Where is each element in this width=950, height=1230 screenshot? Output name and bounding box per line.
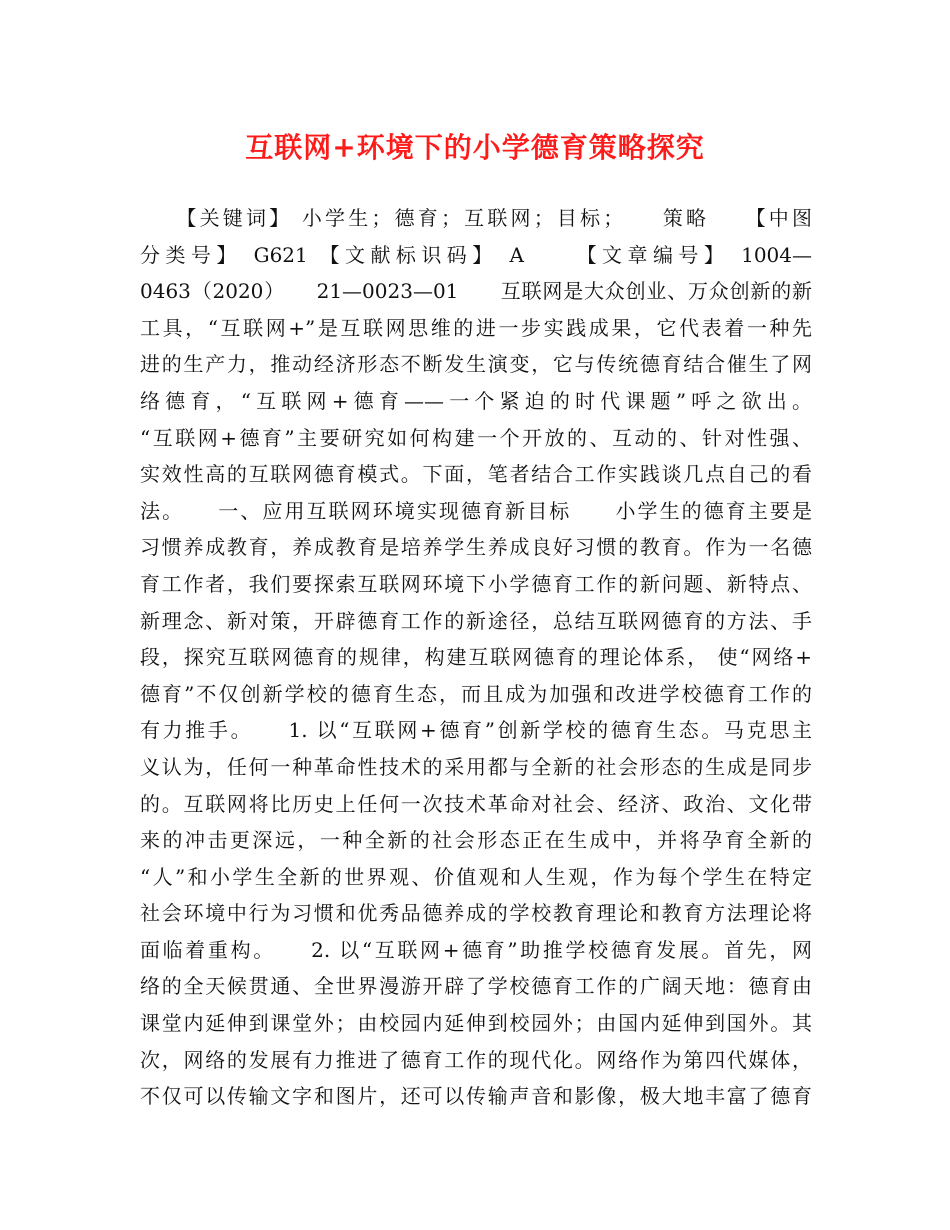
body-line: 育工作者，我们要探索互联网环境下小学德育工作的新问题、新特点、	[140, 571, 812, 596]
body-line: 0463（2020） 21—0023—01 互联网是大众创业、万众创新的新	[140, 279, 812, 304]
body-line: 课堂内延伸到课堂外；由校园内延伸到校园外；由国内延伸到国外。其	[140, 1011, 812, 1036]
body-line: 分类号】 G621 【文献标识码】 A 【文章编号】 1004—	[140, 242, 812, 267]
document-title: 互联网+环境下的小学德育策略探究	[245, 131, 705, 164]
document-body	[140, 200, 812, 1115]
body-line: 社会环境中行为习惯和优秀品德养成的学校教育理论和教育方法理论将	[140, 901, 812, 926]
body-line: 不仅可以传输文字和图片，还可以传输声音和影像，极大地丰富了德育	[140, 1084, 812, 1109]
body-line: 工具，“互联网+”是互联网思维的进一步实践成果，它代表着一种先	[140, 315, 812, 340]
body-line: “人”和小学生全新的世界观、价值观和人生观，作为每个学生在特定	[140, 864, 812, 889]
body-line: 新理念、新对策，开辟德育工作的新途径，总结互联网德育的方法、手	[140, 608, 812, 633]
body-line: 有力推手。 1. 以“互联网+德育”创新学校的德育生态。马克思主	[140, 718, 812, 743]
body-line: 的。互联网将比历史上任何一次技术革命对社会、经济、政治、文化带	[140, 791, 812, 816]
body-line: 段，探究互联网德育的规律，构建互联网德育的理论体系， 使“网络+	[140, 645, 812, 670]
body-line: 义认为，任何一种革命性技术的采用都与全新的社会形态的生成是同步	[140, 754, 812, 779]
body-line: 法。 一、应用互联网环境实现德育新目标 小学生的德育主要是	[140, 498, 812, 523]
body-line: 络德育，“互联网+德育——一个紧迫的时代课题”呼之欲出。	[140, 388, 812, 413]
body-line: 进的生产力，推动经济形态不断发生演变，它与传统德育结合催生了网	[140, 352, 812, 377]
body-line: 德育”不仅创新学校的德育生态，而且成为加强和改进学校德育工作的	[140, 681, 812, 706]
body-line: 实效性高的互联网德育模式。下面，笔者结合工作实践谈几点自己的看	[140, 462, 812, 487]
body-line: 面临着重构。 2. 以“互联网+德育”助推学校德育发展。首先，网	[140, 937, 812, 962]
body-line: 次，网络的发展有力推进了德育工作的现代化。网络作为第四代媒体，	[140, 1047, 812, 1072]
body-line: “互联网+德育”主要研究如何构建一个开放的、互动的、针对性强、	[140, 425, 812, 450]
body-line: 来的冲击更深远，一种全新的社会形态正在生成中，并将孕育全新的	[140, 828, 812, 853]
body-line: 络的全天候贯通、全世界漫游开辟了学校德育工作的广阔天地：德育由	[140, 974, 812, 999]
body-line: 习惯养成教育，养成教育是培养学生养成良好习惯的教育。作为一名德	[140, 535, 812, 560]
body-line: 【关键词】 小学生；德育；互联网；目标； 策略 【中图	[140, 206, 812, 230]
